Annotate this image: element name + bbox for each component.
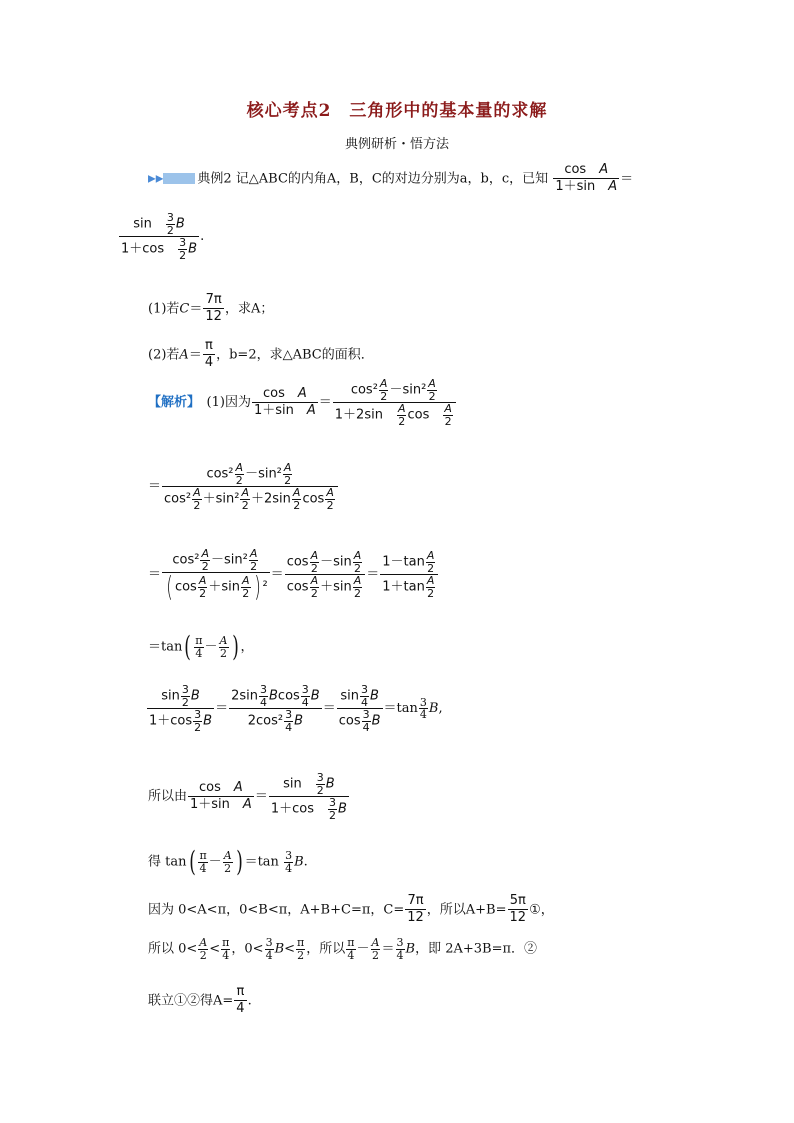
arrow-icon: ▶▶ (148, 173, 164, 185)
solution-step-8: 因为 0<A<π，0<B<π，A+B+C=π，C= $\frac{7\pi}{12}$ ，所以A+B= $\frac{5\pi}{12}$ ①， (148, 893, 554, 926)
solution-step-7: 得 tan( $\frac{\pi}{4}$ － $\frac{A}{2}$ ) ＝tan $\frac{3}{4}$ B. (148, 845, 308, 878)
question-part-1: (1)若C＝ $\frac{7\pi}{12}$ ，求A； (148, 292, 274, 325)
question-part-2: (2)若A＝ $\frac{\pi}{4}$ ，b=2，求△ABC的面积． (148, 338, 374, 371)
solution-step-5: sin $\frac{3}{2}$ B 1＋cos $\frac{3}{2}$ B ＝ 2sin $\frac{3}{4}$ Bcos $\frac{3}{4}$ B 2cos² $\frac{3}{4}$ B ＝ sin $\frac{3}{4}$ B cos $\frac{3}{4}$ B ＝tan $\frac{3}{4}$ B, (149, 683, 443, 734)
solution-step-3: ＝ cos² $\frac{A}{2}$ －sin² $\frac{A}{2}$ ( cos $\frac{A}{2}$ ＋sin $\frac{A}{2}$ ) ² ＝ cos $\frac{A}{2}$ －sin $\frac{A}{2}$ cos $\frac{A}{2}$ ＋sin $\frac{A}{2}$ ＝ 1－tan $\frac{A}{2}$ 1＋tan $\frac{A}{2}$ (148, 548, 439, 601)
solution-step-6: 所以由 $\frac{\text{cos A}}{\text{1＋sin A}}$ ＝ sin $\frac{3}{2}$ B 1＋cos $\frac{3}{2}$ B (148, 771, 347, 822)
solution-conclusion: 联立①②得A= $\frac{\pi}{4}$ . (148, 984, 252, 1017)
given-fraction-right: sin $\frac{3}{2}$ B 1＋cos $\frac{3}{2}$ B . (121, 211, 205, 262)
section-subtitle: 典例研析・悟方法 (344, 137, 449, 152)
solution-step-9: 所以 0< $\frac{A}{2}$ < $\frac{\pi}{4}$ ，0< $\frac{3}{4}$ B< $\frac{\pi}{2}$ ，所以 $\frac{\pi}{4}$ － $\frac{A}{2}$ ＝ $\frac{3}{4}$ B，即 2A+3B=π．② (148, 936, 538, 962)
page-title: 核心考点2 三角形中的基本量的求解 (246, 101, 548, 121)
given-fraction-left: $\frac{\text{cos A}}{\text{1＋sin A}}$ (555, 162, 618, 195)
example-intro: 典例2 记△ABC的内角A，B，C的对边分别为a，b，c，已知 (197, 171, 549, 187)
example-statement: ▶▶ 典例2 记△ABC的内角A，B，C的对边分别为a，b，c，已知 $\frac{\text{cos A}}{\text{1＋sin A}}$ ＝ (148, 162, 634, 195)
solution-step-4: ＝tan( $\frac{\pi}{4}$ － $\frac{A}{2}$ ) ， (148, 630, 254, 663)
solution-label: 【解析】 (148, 395, 194, 411)
example-tag-bar (163, 173, 195, 184)
solution-step-1: 【解析】 (1)因为 $\frac{\text{cos A}}{\text{1＋sin A}}$ ＝ cos² $\frac{A}{2}$ －sin² $\frac{A}{2}$ 1＋2sin $\frac{A}{2}$ cos $\frac{A}{2}$ (148, 378, 457, 427)
solution-step-2: ＝ cos² $\frac{A}{2}$ －sin² $\frac{A}{2}$ cos² $\frac{A}{2}$ ＋sin² $\frac{A}{2}$ ＋2sin $\frac{A}{2}$ cos $\frac{A}{2}$ (148, 462, 339, 511)
